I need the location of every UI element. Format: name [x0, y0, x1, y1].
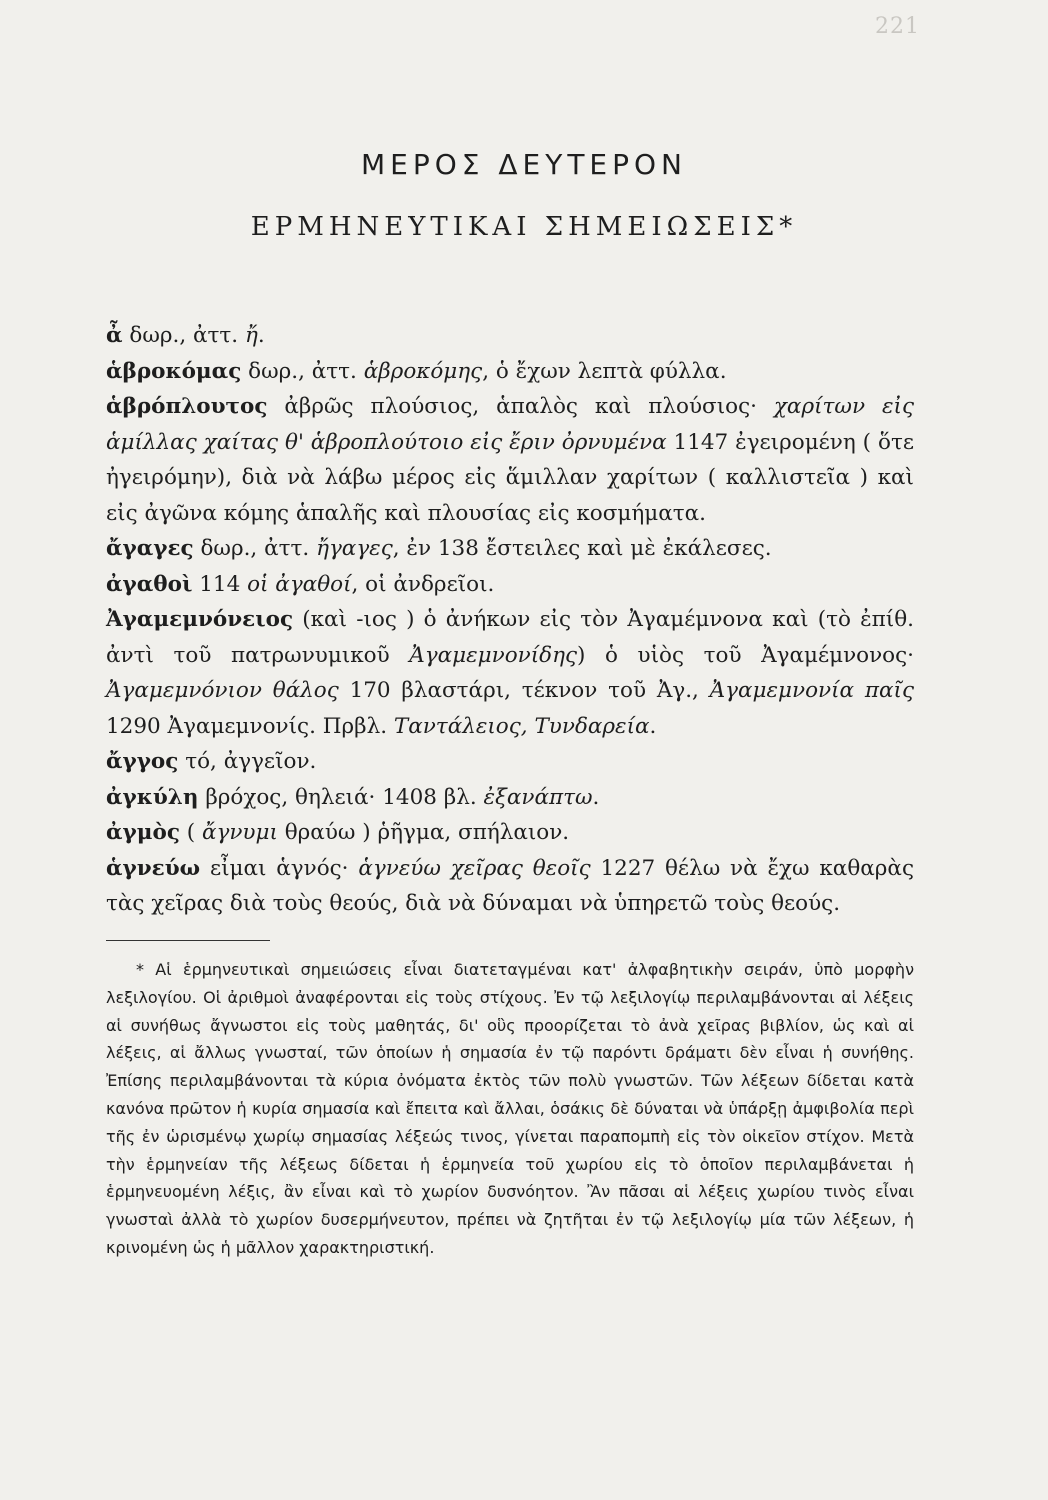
part-title: ΜΕΡΟΣ ΔΕΥΤΕΡΟΝ	[361, 148, 687, 181]
entry-text: 170 βλαστάρι, τέκνον τοῦ Ἀγ.,	[338, 678, 710, 703]
entry-italic: ἤ	[244, 323, 258, 348]
entry-text: ) ὁ υἱὸς τοῦ Ἀγαμέμνονος·	[577, 642, 914, 668]
entry-italic: ἁβροκόμης	[363, 358, 483, 384]
entry-italic: ἐξανάπτω	[483, 784, 593, 810]
entry-text: 1227 θέλω νὰ ἔχω καθαρὰς τὰς χεῖρας διὰ τοὺς θεούς, διὰ νὰ δύναμαι νὰ ὑπηρετῶ τοὺς θεούς.	[106, 855, 914, 916]
entry-italic: ἄγνυμι	[201, 820, 278, 845]
glossary-entry	[106, 389, 914, 531]
glossary-entry	[106, 602, 914, 744]
entry-text: θραύω ) ῥῆγμα, σπήλαιον.	[277, 820, 570, 845]
entry-text: , οἱ ἀνδρεῖοι.	[351, 571, 495, 597]
entry-text: , ἐν 138 ἔστειλες καὶ μὲ ἐκάλεσες.	[392, 536, 772, 561]
headword: ἀγμὸς	[106, 820, 180, 845]
headword: ἁβροκόμας	[106, 358, 242, 384]
glossary-entry	[106, 567, 914, 603]
footnote-divider	[106, 940, 270, 941]
entry-text: ἀβρῶς πλούσιος, ἁπαλὸς καὶ πλούσιος·	[267, 394, 774, 419]
headword: ἁβρόπλουτος	[106, 394, 268, 419]
entry-text: 1147 ἐγειρομένη ( ὅτε ἠγειρόμην), διὰ νὰ λάβω μέρος εἰς ἅμιλλαν χαρίτων ( καλλιστεῖα ) καὶ εἰς ἀγῶνα κόμης ἁπαλῆς καὶ πλουσίας εἰς κοσμήματα.	[106, 429, 914, 526]
entry-text: (καὶ -ιος ) ὁ ἀνήκων εἰς τὸν Ἀγαμέμνονα καὶ (τὸ ἐπίθ. ἀντὶ τοῦ πατρωνυμικοῦ	[106, 607, 914, 668]
glossary-entry	[106, 318, 914, 354]
glossary-entry	[106, 815, 914, 851]
entry-italic: Ἀγαμεμνόνιον θάλος	[106, 678, 339, 703]
entry-text: βρόχος, θηλειά· 1408 βλ.	[198, 784, 484, 810]
entry-text: .	[592, 784, 600, 810]
entry-italic: Ταντάλειος, Τυνδαρεία	[393, 713, 650, 739]
entry-italic: ἤγαγες	[316, 536, 393, 561]
page-number: 221	[875, 14, 920, 39]
entry-text: , ὁ ἔχων λεπτὰ φύλλα.	[482, 358, 727, 384]
glossary-entry	[106, 354, 914, 390]
entry-italic: χαρίτων εἰς ἁμίλλας χαίτας θ' ἁβροπλούτοιο εἰς ἔριν ὀρνυμένα	[106, 394, 914, 455]
headword: ἀγκύλη	[106, 784, 199, 810]
glossary-entry	[106, 851, 914, 922]
headword: ἄγγος	[106, 749, 179, 774]
entry-text: δωρ., ἀττ.	[193, 536, 317, 561]
entry-text: τό, ἀγγεῖον.	[178, 749, 317, 774]
glossary-entry	[106, 780, 914, 816]
entry-italic: Ἀγαμεμνονία παῖς	[709, 678, 914, 703]
glossary-entries	[106, 318, 914, 922]
footnote: * Αἱ ἑρμηνευτικαὶ σημειώσεις εἶναι διατεταγμέναι κατ' ἀλφαβητικὴν σειράν, ὑπὸ μορφὴν λεξιλογίου. Οἱ ἀριθμοὶ ἀναφέρονται εἰς τοὺς στίχους. Ἐν τῷ λεξιλογίῳ περιλαμβάνονται αἱ λέξεις αἱ συνήθως ἄγνωστοι εἰς τοὺς μαθητάς, δι' οὓς προορίζεται τὸ ἀνὰ χεῖρας βιβλίον, ὡς καὶ αἱ λέξεις, αἱ ἄλλως γνωσταί, τῶν ὁποίων ἡ σημασία ἐν τῷ παρόντι δράματι δὲν εἶναι ἡ συνήθης. Ἐπίσης περιλαμβάνονται τὰ κύρια ὀνόματα ἐκτὸς τῶν πολὺ γνωστῶν. Τῶν λέξεων δίδεται κατὰ κανόνα πρῶτον ἡ κυρία σημασία καὶ ἔπειτα καὶ ἄλλαι, ὁσάκις δὲ δύναται νὰ ὑπάρξῃ ἀμφιβολία περὶ τῆς ἐν ὡρισμένῳ χωρίῳ σημασίας λέξεώς τινος, γίνεται παραπομπὴ εἰς τὸν οἰκεῖον στίχον. Μετὰ τὴν ἑρμηνείαν τῆς λέξεως δίδεται ἡ ἑρμηνεία τοῦ χωρίου εἰς τὸ ὁποῖον περιλαμβάνεται ἡ ἑρμηνευομένη λέξις, ἂν εἶναι καὶ τὸ χωρίον δυσνόητον. Ἂν πᾶσαι αἱ λέξεις χωρίου τινὸς εἶναι γνωσταὶ ἀλλὰ τὸ χωρίον δυσερμήνευτον, πρέπει νὰ ζητῆται ἐν τῷ λεξιλογίῳ μία τῶν λέξεων, ἡ κρινομένη ὡς ἡ μᾶλλον χαρακτηριστική.	[106, 960, 914, 1257]
section-title: ΕΡΜΗΝΕΥΤΙΚΑΙ ΣΗΜΕΙΩΣΕΙΣ*	[250, 212, 798, 242]
headword: ἀγαθοὶ	[106, 571, 193, 597]
entry-text: (	[179, 820, 202, 845]
entry-text: εἶμαι ἁγνός·	[200, 855, 359, 881]
glossary-entry	[106, 531, 914, 567]
headword: ἄγαγες	[106, 536, 194, 561]
entry-italic: Ἀγαμεμνονίδης	[409, 642, 578, 668]
entry-text: δωρ., ἀττ.	[241, 358, 364, 384]
entry-italic: οἱ ἀγαθοί	[247, 571, 352, 597]
entry-text: .	[649, 713, 657, 739]
headword: ἁγνεύω	[106, 855, 201, 881]
entry-italic: ἁγνεύω χεῖρας θεοῖς	[358, 855, 591, 881]
entry-text: 1290 Ἀγαμεμνονίς. Πρβλ.	[106, 713, 394, 739]
entry-text: δωρ., ἀττ.	[122, 323, 245, 348]
headword: ἆ	[106, 323, 123, 348]
entry-text: .	[257, 323, 265, 348]
headword: Ἀγαμεμνόνειος	[106, 607, 294, 632]
glossary-entry	[106, 744, 914, 780]
entry-text: 114	[192, 571, 248, 597]
